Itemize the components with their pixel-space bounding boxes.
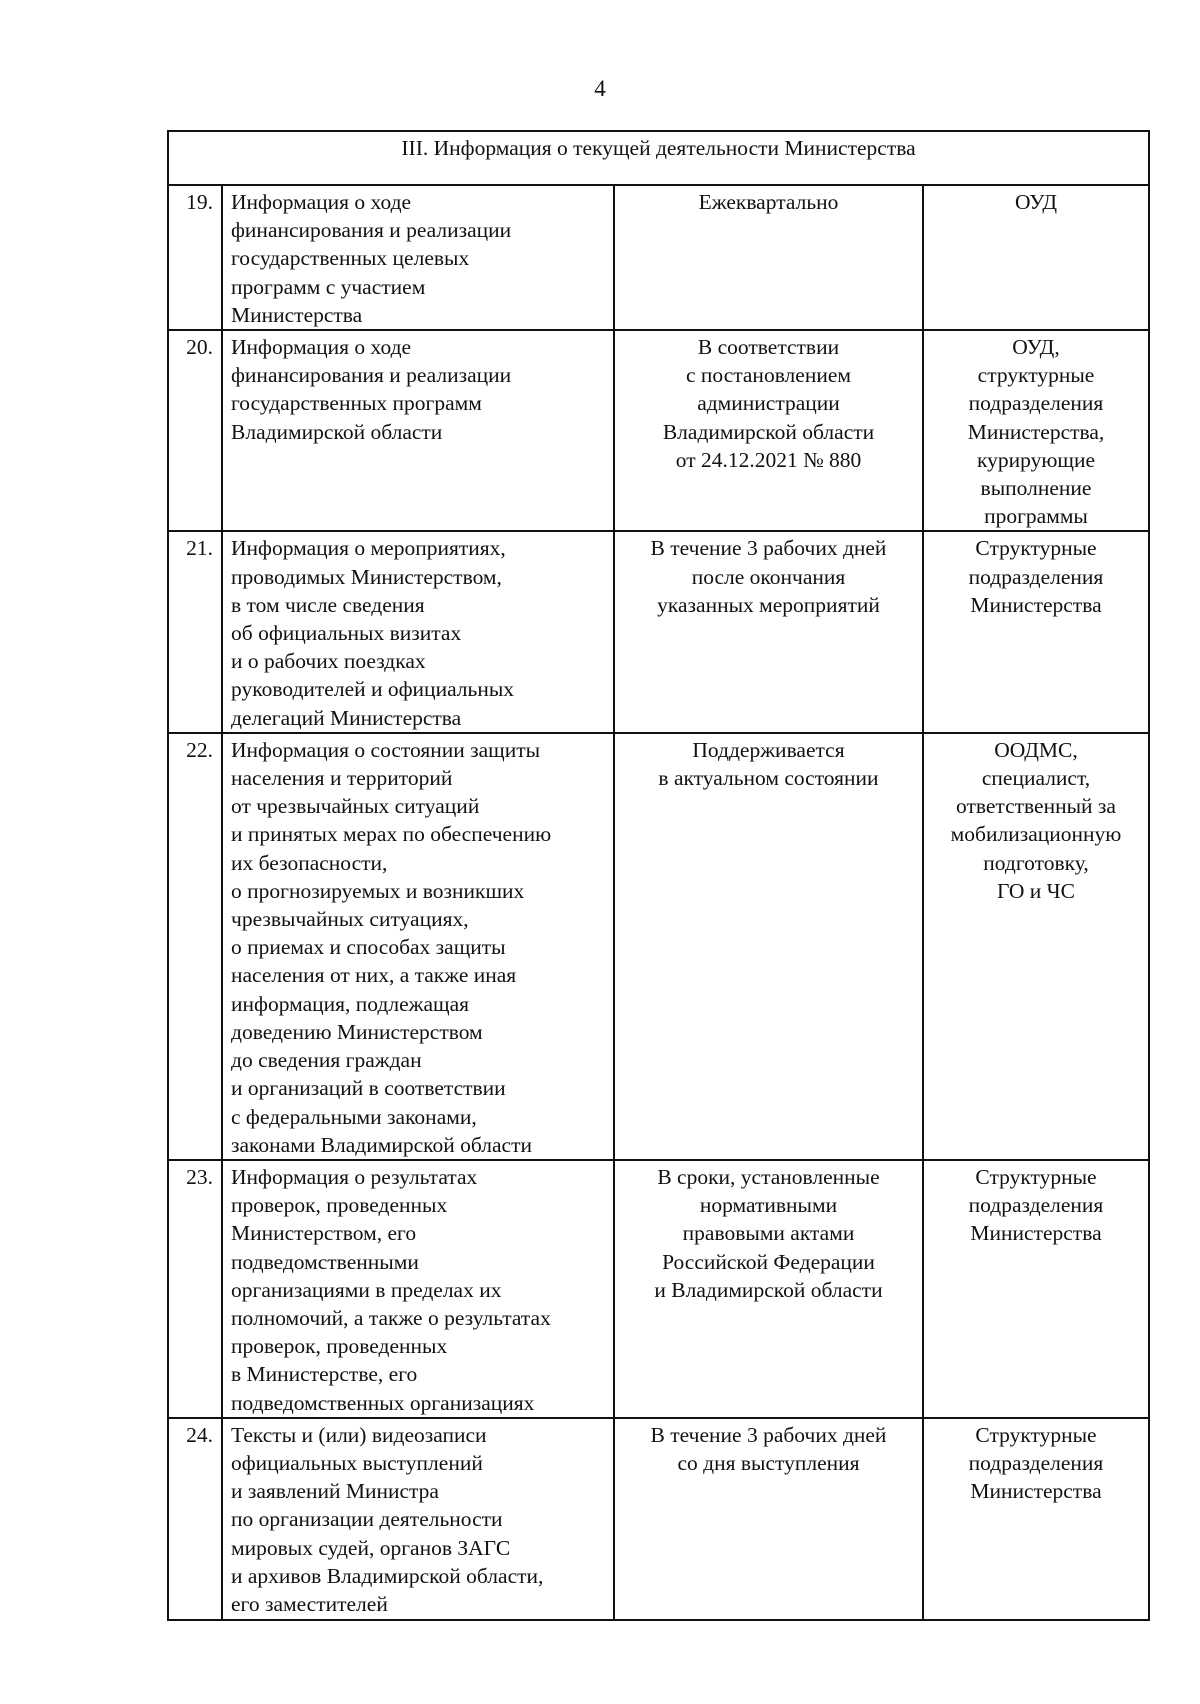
responsible-cell-line: Структурные	[975, 1164, 1097, 1189]
responsible-cell	[923, 330, 1149, 531]
responsible-cell-line: Структурные	[975, 536, 1097, 561]
term-cell	[614, 330, 923, 531]
row-number: 21.	[168, 531, 222, 732]
info-cell-line: Информация о мероприятиях,	[231, 536, 506, 561]
term-cell-line: В соответствии	[697, 335, 840, 360]
info-cell-line: о приемах и способах защиты	[231, 935, 506, 960]
info-cell-line: законами Владимирской области	[231, 1132, 532, 1157]
table-row	[168, 733, 1149, 1160]
responsible-cell-line: ГО и ЧС	[997, 878, 1075, 903]
info-cell-line: чрезвычайных ситуациях,	[231, 907, 469, 932]
info-cell-line: доведению Министерством	[231, 1019, 483, 1044]
responsible-cell	[923, 185, 1149, 330]
term-cell-line: В течение 3 рабочих дней	[650, 1422, 887, 1447]
term-cell	[614, 733, 923, 1160]
info-cell-line: его заместителей	[231, 1591, 388, 1616]
responsible-cell-line: подготовку,	[983, 850, 1089, 875]
section-header-row	[168, 131, 1149, 185]
responsible-cell-line: Структурные	[975, 1422, 1097, 1447]
info-cell-line: Министерством, его	[231, 1221, 417, 1246]
responsible-cell-line: подразделения	[968, 1450, 1104, 1475]
term-cell-line: и Владимирской области	[654, 1277, 883, 1302]
info-cell-line: населения от них, а также иная	[231, 963, 517, 988]
info-cell-line: и о рабочих поездках	[231, 649, 426, 674]
info-cell-line: с федеральными законами,	[231, 1104, 477, 1129]
responsible-cell-line: Министерства	[970, 592, 1102, 617]
info-cell-line: мировых судей, органов ЗАГС	[231, 1535, 511, 1560]
responsible-cell-line: Министерства,	[967, 419, 1105, 444]
responsible-cell-line: подразделения	[968, 564, 1104, 589]
responsible-cell-line: подразделения	[968, 1193, 1104, 1218]
row-number: 20.	[168, 330, 222, 531]
responsible-cell-line: ОУД	[1014, 190, 1058, 214]
info-cell-line: организациями в пределах их	[231, 1277, 502, 1302]
info-cell-line: в Министерстве, его	[231, 1362, 418, 1387]
term-cell	[614, 1160, 923, 1418]
info-cell-line: населения и территорий	[231, 766, 453, 791]
row-number: 23.	[168, 1160, 222, 1418]
info-cell-line: их безопасности,	[231, 850, 388, 875]
table-row	[168, 330, 1149, 531]
info-cell	[222, 733, 614, 1160]
term-cell-line: администрации	[697, 391, 840, 416]
info-cell-line: Информация о ходе	[231, 190, 412, 214]
row-number: 24.	[168, 1418, 222, 1620]
responsible-cell-line: ответственный за	[956, 794, 1116, 819]
responsible-cell-line: специалист,	[981, 766, 1091, 791]
responsible-cell-line: Министерства	[970, 1479, 1102, 1504]
responsible-cell	[923, 733, 1149, 1160]
info-cell-line: и заявлений Министра	[231, 1479, 439, 1504]
table-row	[168, 1418, 1149, 1620]
responsible-cell-line: ОУД,	[1012, 335, 1060, 360]
term-cell-line: В течение 3 рабочих дней	[650, 536, 887, 561]
info-cell-line: Тексты и (или) видеозаписи	[231, 1422, 487, 1447]
info-cell-line: в том числе сведения	[231, 592, 425, 617]
page-number: 4	[594, 76, 606, 101]
info-cell-line: финансирования и реализации	[231, 218, 512, 243]
responsible-cell-line: Министерства	[970, 1221, 1102, 1246]
info-cell-line: делегаций Министерства	[231, 705, 462, 730]
term-cell	[614, 185, 923, 330]
info-cell-line: Информация о состоянии защиты	[231, 737, 541, 762]
info-cell-line: руководителей и официальных	[231, 677, 515, 702]
responsible-cell-line: ООДМС,	[994, 737, 1078, 762]
info-cell-line: Владимирской области	[231, 419, 443, 444]
responsible-cell-line: структурные	[977, 363, 1095, 388]
row-number: 22.	[168, 733, 222, 1160]
responsible-cell	[923, 1418, 1149, 1620]
info-cell-line: государственных программ	[231, 391, 482, 416]
table-row	[168, 1160, 1149, 1418]
info-cell-line: проверок, проведенных	[231, 1193, 448, 1218]
info-cell-line: финансирования и реализации	[231, 363, 512, 388]
term-cell-line: Поддерживается	[692, 737, 845, 762]
info-cell-line: от чрезвычайных ситуаций	[231, 794, 480, 819]
info-cell-line: программ с участием	[231, 274, 426, 299]
term-cell-line: с постановлением	[685, 363, 851, 388]
info-cell	[222, 330, 614, 531]
term-cell-line: указанных мероприятий	[657, 592, 880, 617]
term-cell-line: после окончания	[691, 564, 846, 589]
information-table	[167, 130, 1150, 1621]
info-cell-line: до сведения граждан	[231, 1048, 422, 1073]
info-cell-line: официальных выступлений	[231, 1450, 483, 1475]
responsible-cell-line: программы	[984, 504, 1088, 529]
responsible-cell-line: выполнение	[980, 476, 1092, 501]
term-cell	[614, 531, 923, 732]
info-cell-line: информация, подлежащая	[231, 991, 470, 1016]
responsible-cell-line: подразделения	[968, 391, 1104, 416]
info-cell-line: государственных целевых	[231, 246, 470, 271]
table-row	[168, 531, 1149, 732]
section-title: III. Информация о текущей деятельности Министерства	[168, 131, 1149, 185]
info-cell-line: полномочий, а также о результатах	[231, 1305, 551, 1330]
responsible-cell	[923, 531, 1149, 732]
term-cell-line: нормативными	[699, 1193, 838, 1218]
info-cell	[222, 185, 614, 330]
info-cell-line: проверок, проведенных	[231, 1334, 448, 1359]
info-cell-line: и организаций в соответствии	[231, 1076, 506, 1101]
term-cell	[614, 1418, 923, 1620]
term-cell-line: со дня выступления	[677, 1450, 860, 1475]
info-cell-line: подведомственных организациях	[231, 1390, 535, 1415]
info-cell	[222, 1418, 614, 1620]
info-cell-line: проводимых Министерством,	[231, 564, 502, 589]
term-cell-line: В сроки, установленные	[657, 1164, 880, 1189]
responsible-cell-line: курирующие	[976, 447, 1096, 472]
info-cell-line: и архивов Владимирской области,	[231, 1563, 544, 1588]
info-cell-line: по организации деятельности	[231, 1507, 503, 1532]
info-cell-line: Информация о результатах	[231, 1164, 478, 1189]
term-cell-line: в актуальном состоянии	[658, 766, 879, 791]
term-cell-line: Ежеквартально	[698, 190, 839, 214]
responsible-cell-line: мобилизационную	[950, 822, 1122, 847]
info-cell-line: Министерства	[231, 302, 363, 327]
term-cell-line: правовыми актами	[682, 1221, 855, 1246]
term-cell-line: Владимирской области	[662, 419, 875, 444]
info-cell-line: о прогнозируемых и возникших	[231, 878, 525, 903]
info-cell-line: и принятых мерах по обеспечению	[231, 822, 552, 847]
row-number: 19.	[168, 185, 222, 330]
responsible-cell	[923, 1160, 1149, 1418]
info-cell	[222, 1160, 614, 1418]
info-cell-line: подведомственными	[231, 1249, 419, 1274]
term-cell-line: от 24.12.2021 № 880	[675, 447, 862, 472]
table-row	[168, 185, 1149, 330]
info-cell	[222, 531, 614, 732]
info-cell-line: об официальных визитах	[231, 621, 462, 646]
info-cell-line: Информация о ходе	[231, 335, 412, 360]
term-cell-line: Российской Федерации	[662, 1249, 875, 1274]
